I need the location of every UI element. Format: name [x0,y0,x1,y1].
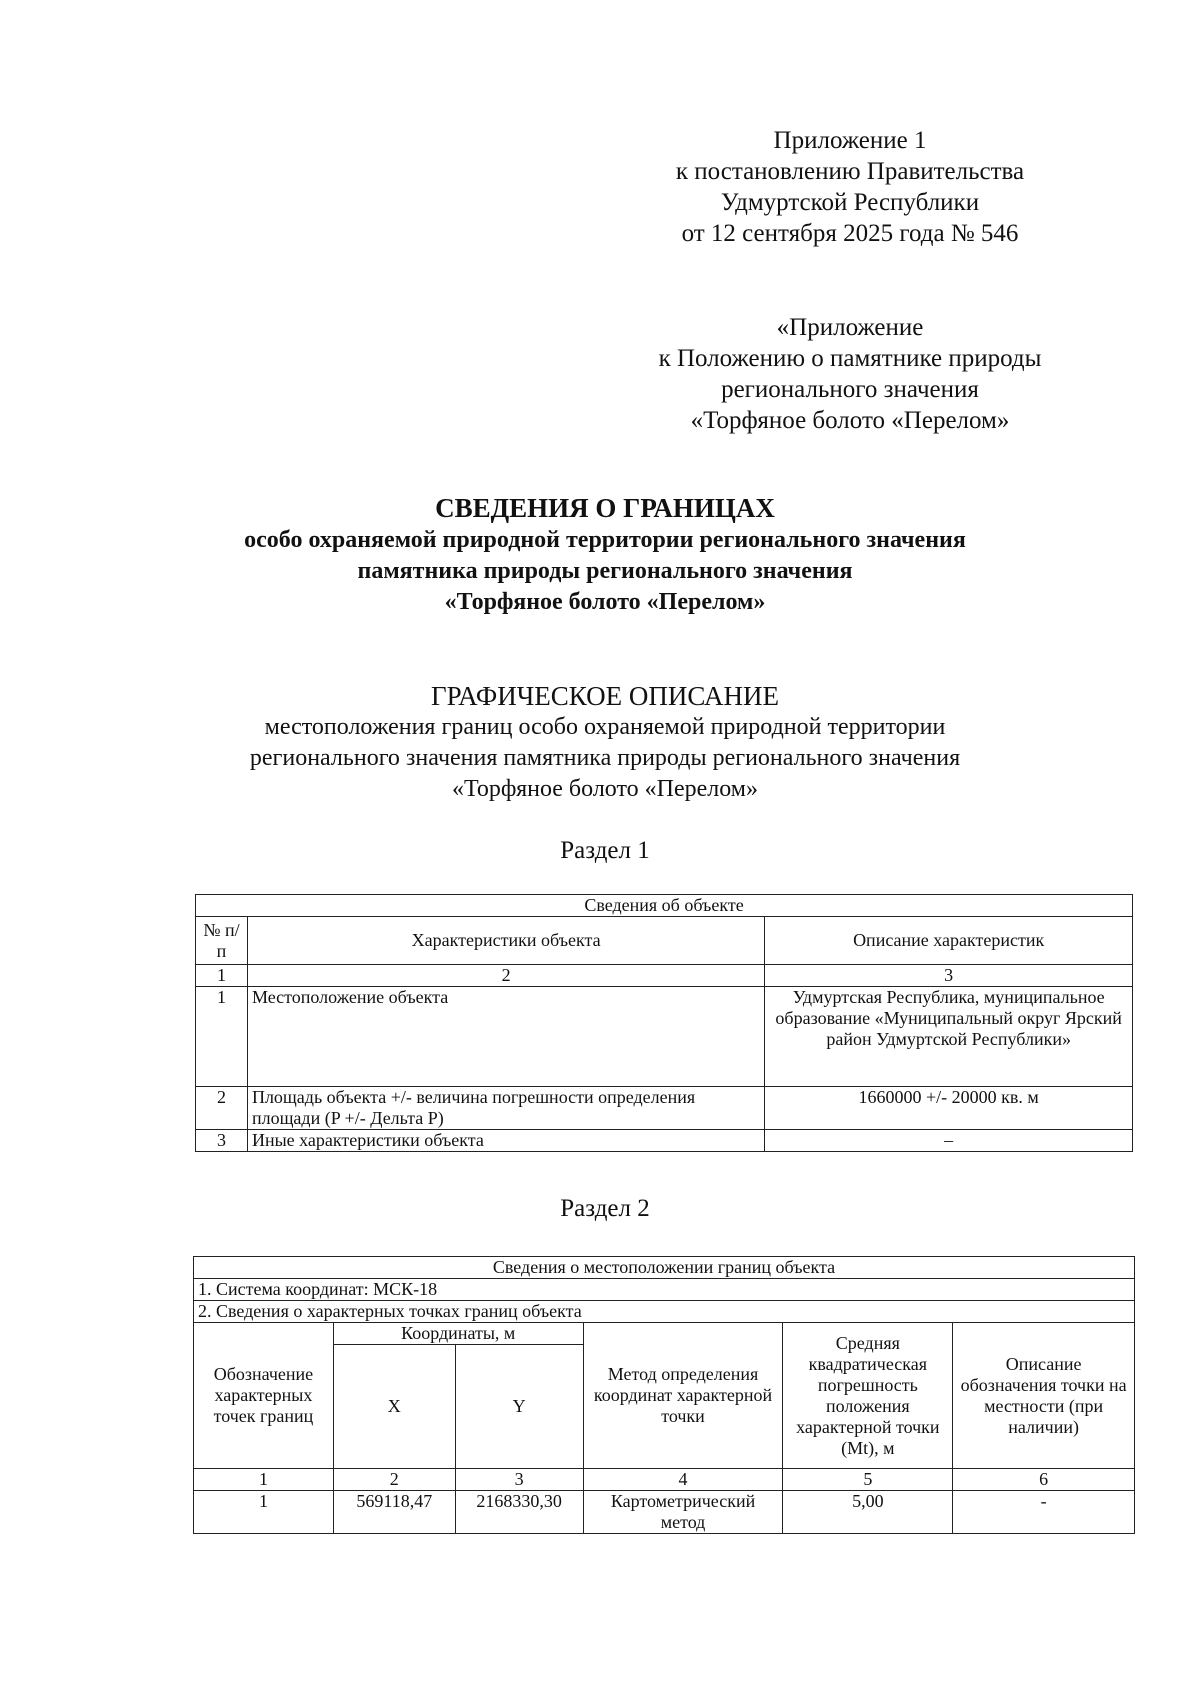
appendix-1-line: от 12 сентября 2025 года № 546 [681,220,1019,247]
graphic-line: местоположения границ особо охраняемой природной территории [264,714,946,740]
row-description: 1660000 +/- 20000 кв. м [765,1087,1133,1130]
title-line: «Торфяное болото «Перелом» [444,589,766,615]
appendix-1-line: к постановлению Правительства [675,158,1025,185]
row-description: – [765,1130,1133,1152]
column-number: 1 [196,965,248,987]
column-number: 5 [783,1469,953,1491]
column-number: 1 [194,1469,334,1491]
appendix-2-line: регионального значения [721,376,979,403]
coordinate-system: 1. Система координат: МСК-18 [194,1279,1135,1301]
coordinates-header: Координаты, м [333,1323,583,1345]
row-number: 3 [196,1130,248,1152]
column-header-x: X [333,1345,455,1469]
section-1-heading: Раздел 1 [560,837,650,864]
row-characteristic: Местоположение объекта [247,987,764,1087]
point-y: 2168330,30 [455,1491,583,1534]
column-header: Метод определения координат характерной точки [583,1323,783,1469]
graphic-description-title [150,680,1060,805]
title-line: памятника природы регионального значения [357,558,853,584]
table-row [196,1130,1133,1152]
row-characteristic: Площадь объекта +/- величина погрешности определения площади (P +/- Дельта P) [247,1087,764,1130]
column-number: 2 [333,1469,455,1491]
section-2-heading: Раздел 2 [560,1195,650,1222]
boundary-points-table [193,1256,1135,1534]
appendix-2-line: «Приложение [776,314,924,341]
appendix-2-line: «Торфяное болото «Перелом» [690,407,1010,434]
point-method: Картометрический метод [583,1491,783,1534]
column-header: Средняя квадратическая погрешность положения характерной точки (Mt), м [783,1323,953,1469]
column-header: Описание характеристик [765,917,1133,965]
column-header: Характеристики объекта [247,917,764,965]
object-info-table [195,894,1133,1152]
point-error: 5,00 [783,1491,953,1534]
column-header: Описание обозначения точки на местности (при наличии) [953,1323,1135,1469]
row-description: Удмуртская Республика, муниципальное образование «Муниципальный округ Ярский район Удмуртской Республики» [765,987,1133,1087]
row-number: 1 [196,987,248,1087]
point-description: - [953,1491,1135,1534]
points-title: 2. Сведения о характерных точках границ объекта [194,1301,1135,1323]
table-row [194,1491,1135,1534]
appendix-1-header [640,125,1060,249]
appendix-1-line: Приложение 1 [773,127,927,154]
appendix-2-header [620,312,1080,436]
column-header: № п/п [196,917,248,965]
title-main: СВЕДЕНИЯ О ГРАНИЦАХ [435,493,775,523]
appendix-2-line: к Положению о памятнике природы [658,345,1042,372]
graphic-main: ГРАФИЧЕСКОЕ ОПИСАНИЕ [430,681,780,711]
document-title [150,491,1060,618]
table-row [196,1087,1133,1130]
point-x: 569118,47 [333,1491,455,1534]
graphic-line: регионального значения памятника природы регионального значения [249,745,961,771]
point-label: 1 [194,1491,334,1534]
column-number: 3 [765,965,1133,987]
table-caption: Сведения об объекте [196,895,1133,917]
table-caption: Сведения о местоположении границ объекта [194,1257,1135,1279]
column-number: 4 [583,1469,783,1491]
title-line: особо охраняемой природной территории регионального значения [244,527,966,553]
table-row [196,987,1133,1087]
row-characteristic: Иные характеристики объекта [247,1130,764,1152]
column-header: Обозначение характерных точек границ [194,1323,334,1469]
column-header-y: Y [455,1345,583,1469]
row-number: 2 [196,1087,248,1130]
appendix-1-line: Удмуртской Республики [720,189,980,216]
column-number: 6 [953,1469,1135,1491]
graphic-line: «Торфяное болото «Перелом» [452,776,758,802]
column-number: 2 [247,965,764,987]
column-number: 3 [455,1469,583,1491]
